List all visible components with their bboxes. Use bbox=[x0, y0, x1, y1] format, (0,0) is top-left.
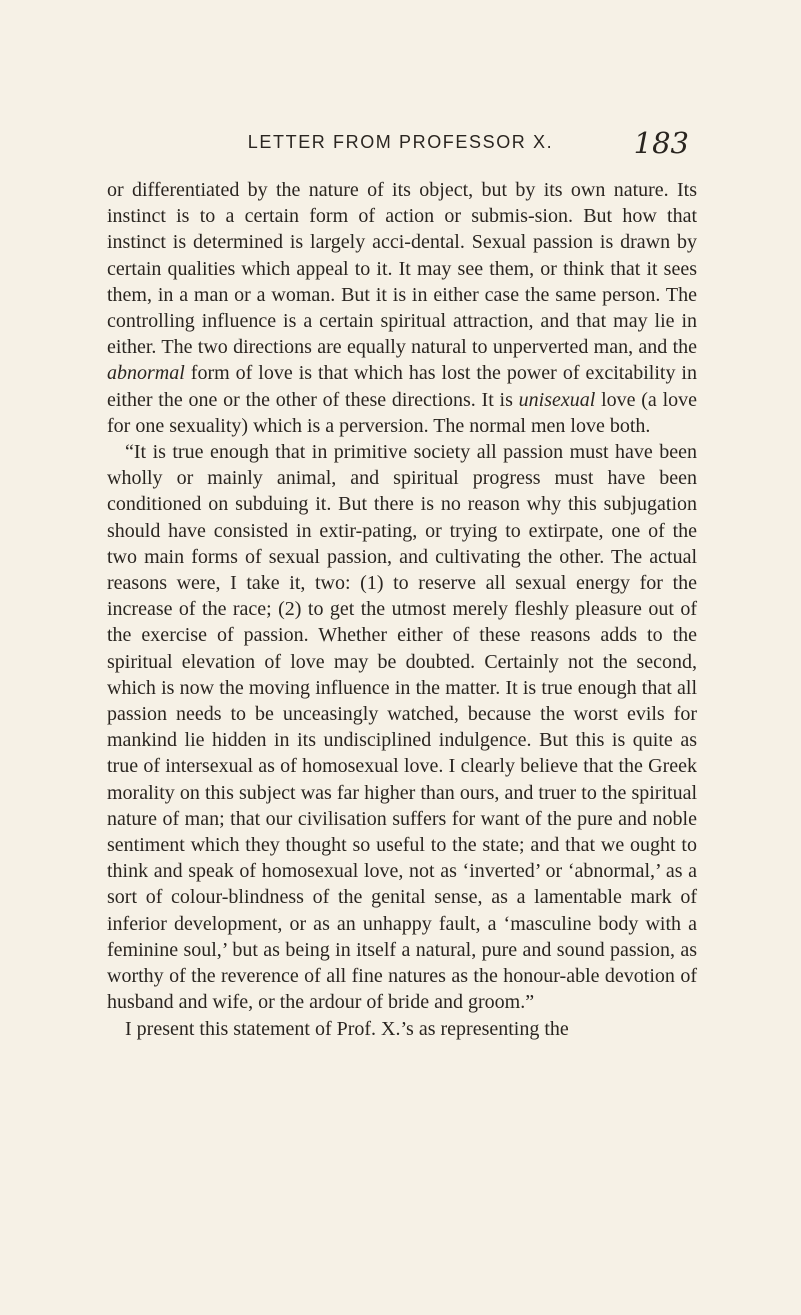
paragraph-2: “It is true enough that in primitive society all passion must have been wholly or mainly animal, and spiritual progress must have been conditioned on subduing it. But there is no reason why this subjugation should have consisted in extir-pating, or trying to extirpate, one of the two main forms of sexual passion, and cultivating the other. The actual reasons were, I take it, two: (1) to reserve all sexual energy for the increase of the race; (2) to get the utmost merely fleshly pleasure out of the exercise of passion. Whether either of these reasons adds to the spiritual elevation of love may be doubted. Certainly not the second, which is now the moving influence in the matter. It is true enough that all passion needs to be unceasingly watched, because the worst evils for mankind lie hidden in its undisciplined indulgence. But this is quite as true of intersexual as of homosexual love. I clearly believe that the Greek morality on this subject was far higher than ours, and truer to the spiritual nature of man; that our civilisation suffers for want of the pure and noble sentiment which they thought so useful to the state; and that we ought to think and speak of homosexual love, not as ‘inverted’ or ‘abnormal,’ as a sort of colour-blindness of the genital sense, as a lamentable mark of inferior development, or as an unhappy fault, a ‘masculine body with a feminine soul,’ but as being in itself a natural, pure and sound passion, as worthy of the reverence of all fine natures as the honour-able devotion of husband and wife, or the ardour of bride and groom.” bbox=[107, 441, 697, 1014]
body-text bbox=[107, 177, 697, 1042]
paragraph-1-text-c: love (a love for one sexuality) which is a perversion. The normal men love both. bbox=[107, 388, 698, 437]
italic-abnormal: abnormal bbox=[107, 362, 185, 385]
page-header bbox=[0, 126, 801, 166]
italic-unisexual: unisexual bbox=[518, 388, 596, 411]
page-number: 183 bbox=[633, 126, 689, 160]
paragraph-3: I present this statement of Prof. X.’s as representing the bbox=[125, 1017, 569, 1040]
paragraph-1 bbox=[107, 177, 697, 439]
running-head: LETTER FROM PROFESSOR X. bbox=[247, 132, 554, 152]
paragraph-1-text-b: form of love is that which has lost the power of excitability in either the one or the other of these directions. It is bbox=[107, 362, 697, 411]
paragraph-1-text-a: or differentiated by the nature of its object, but by its own nature. Its instinct is to a certain form of action or submis-sion. But how that instinct is determined is largely acci-dental. Sexual passion is drawn by certain qualities which appeal to it. It may see them, or think that it sees them, in a man or a woman. But it is in either case the same person. The controlling influence is a certain spiritual attraction, and that may lie in either. The two directions are equally natural to unperverted man, and the bbox=[107, 179, 697, 359]
